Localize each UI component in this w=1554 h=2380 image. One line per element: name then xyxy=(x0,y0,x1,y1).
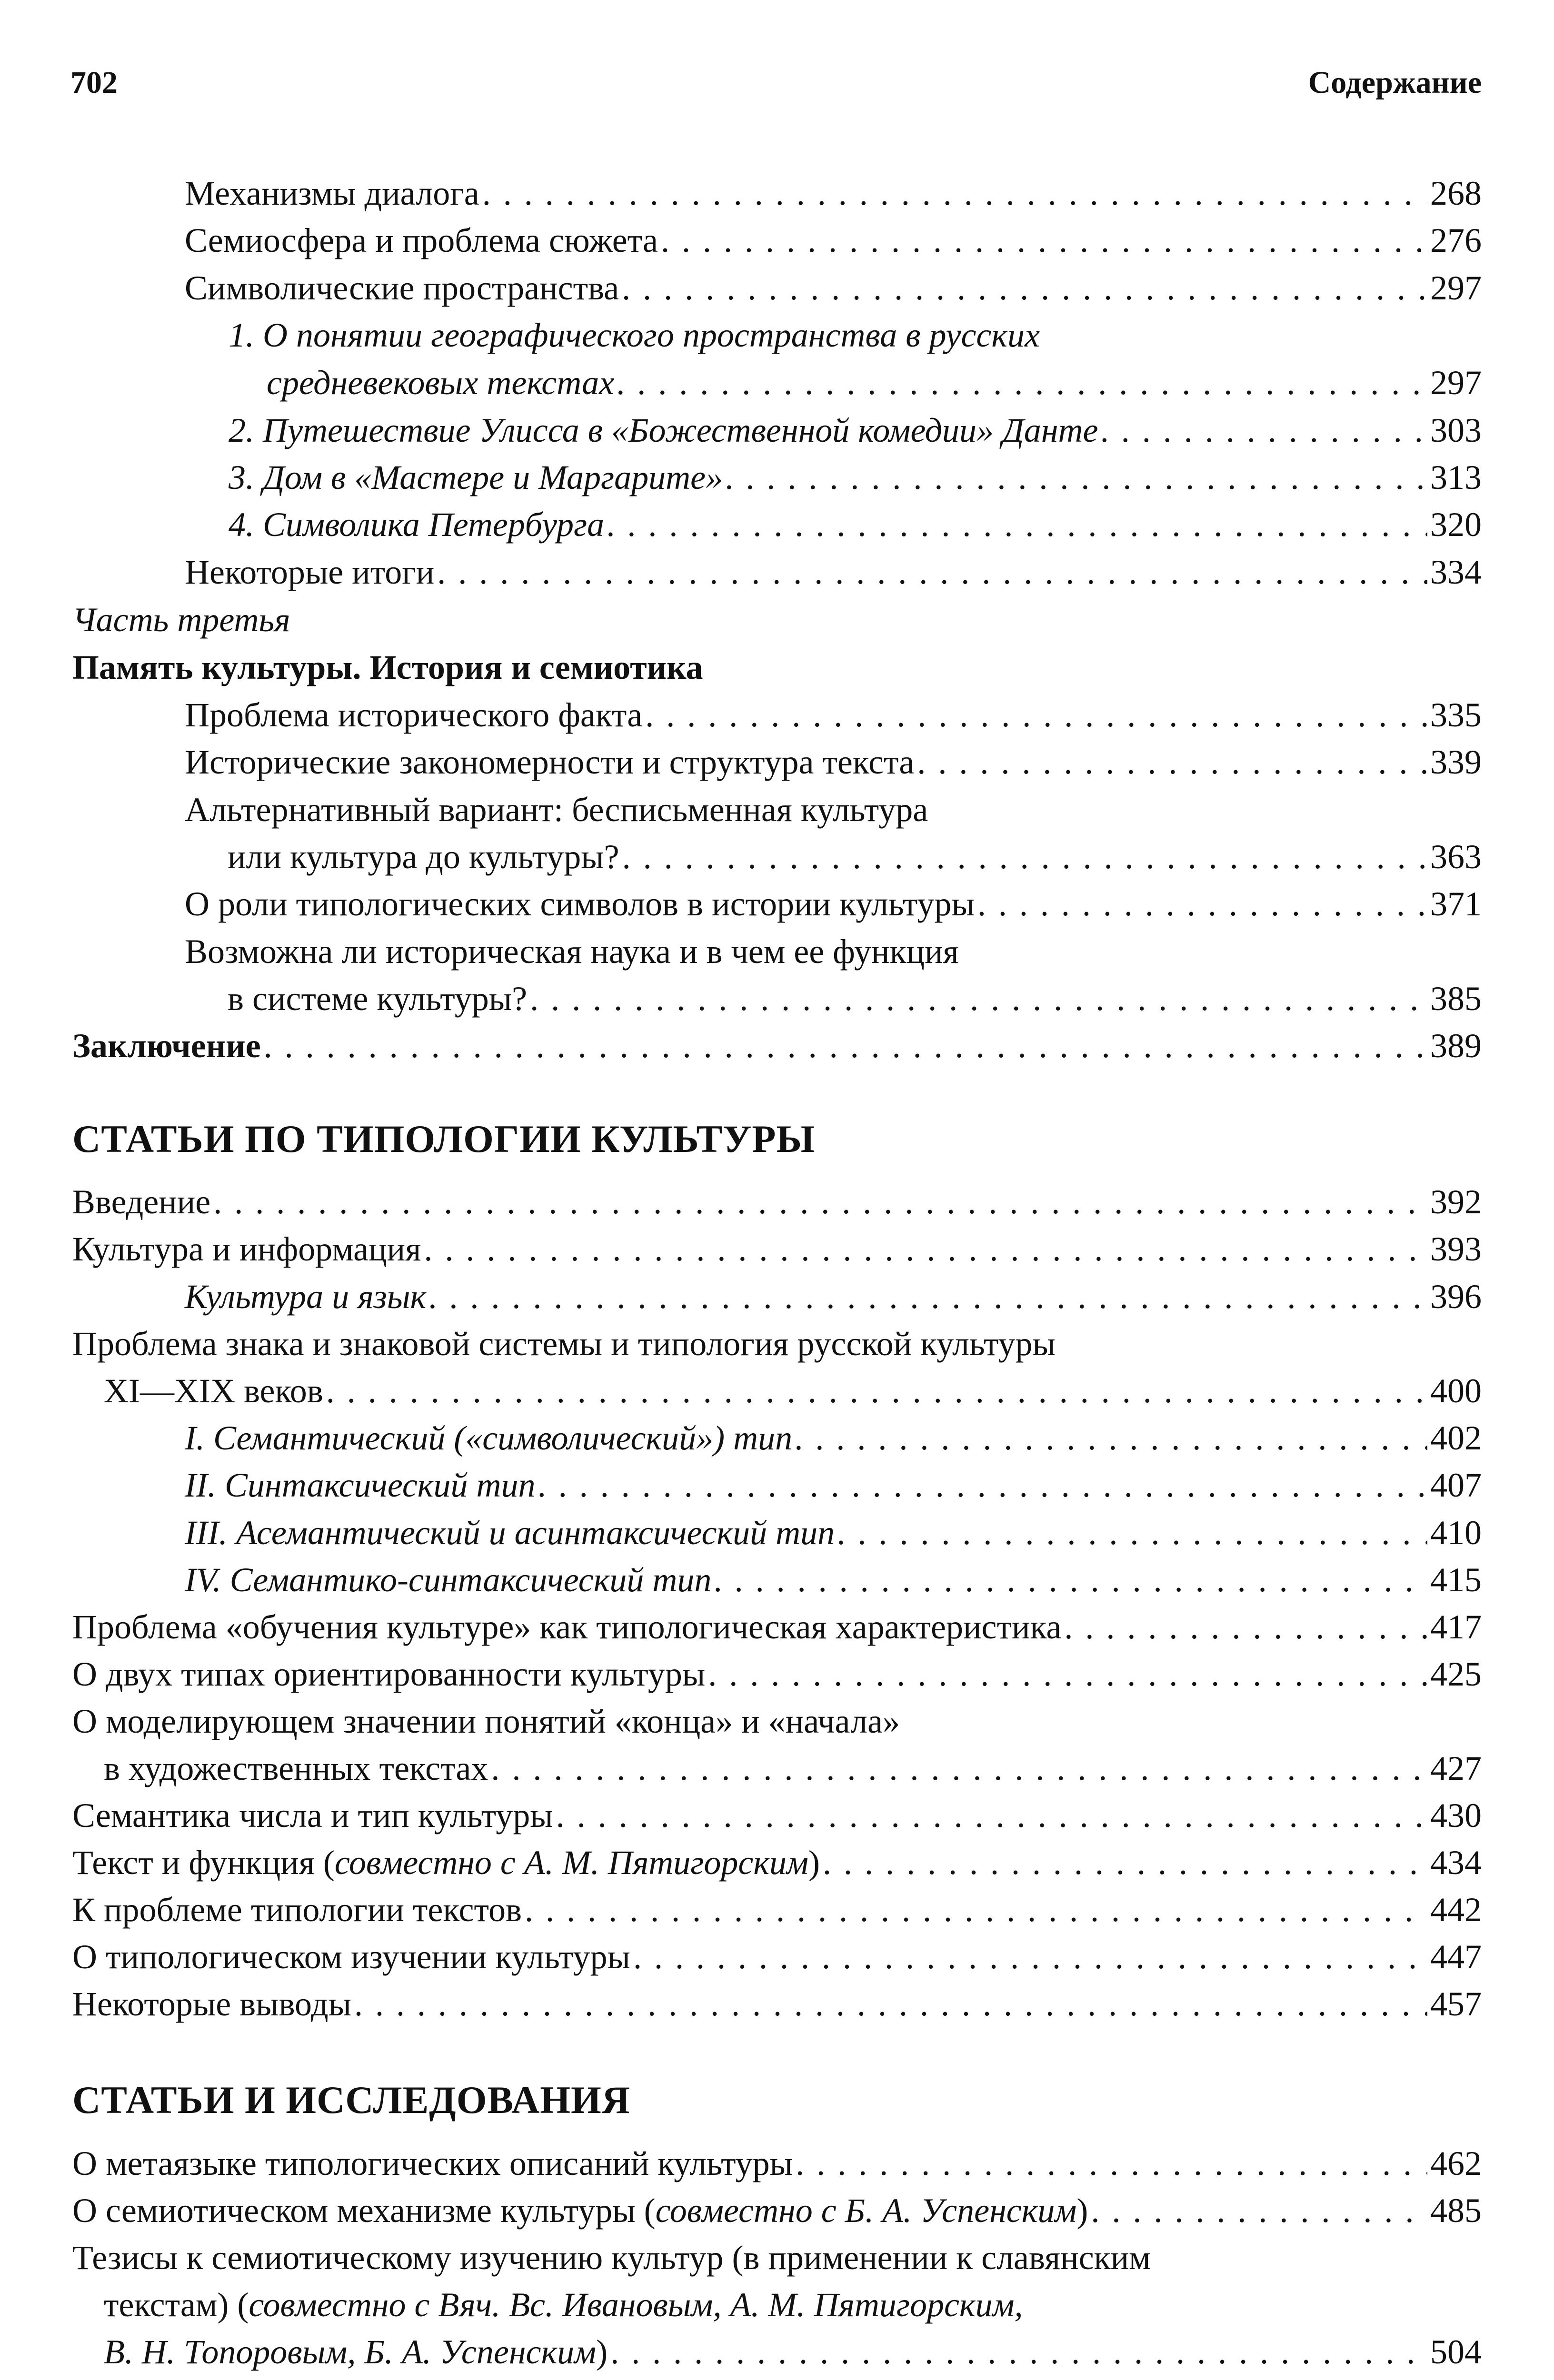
toc-entry-page: 434 xyxy=(1430,1844,1482,1882)
toc-entry-page: 363 xyxy=(1430,838,1482,876)
toc-entry-title-line1[interactable]: Тезисы к семиотическому изучению культур (в применении к славянским xyxy=(72,2239,1151,2277)
toc-entry-title-line2: или культура до культуры? xyxy=(228,838,619,876)
toc-entry[interactable] xyxy=(185,176,1482,210)
toc-entry-title: Проблема исторического факта xyxy=(185,696,643,734)
toc-entry[interactable] xyxy=(72,1232,1482,1266)
toc-entry-coauthor: совместно с А. М. Пятигорским xyxy=(334,1844,808,1882)
leader-dots xyxy=(1101,413,1427,447)
toc-entry-page: 268 xyxy=(1430,174,1482,212)
toc-entry[interactable] xyxy=(72,1893,1482,1927)
toc-entry-title: Культура и язык xyxy=(185,1278,427,1316)
leader-dots xyxy=(213,1185,1427,1219)
leader-dots xyxy=(796,2146,1427,2181)
toc-entry-title: Семиосфера и проблема сюжета xyxy=(185,221,658,259)
toc-entry[interactable] xyxy=(229,507,1482,542)
section-heading: СТАТЬИ И ИССЛЕДОВАНИЯ xyxy=(72,2078,631,2122)
toc-entry[interactable] xyxy=(72,2146,1482,2181)
toc-entry-title-line2: XI—XIX веков xyxy=(104,1372,323,1410)
toc-entry-title: Введение xyxy=(72,1183,211,1221)
leader-dots xyxy=(491,1751,1427,1785)
toc-entry[interactable] xyxy=(228,982,1482,1016)
toc-entry[interactable] xyxy=(185,887,1482,921)
leader-dots xyxy=(645,698,1427,732)
leader-dots xyxy=(610,2335,1427,2369)
toc-entry-page: 402 xyxy=(1430,1419,1482,1457)
toc-entry-page: 427 xyxy=(1430,1749,1482,1787)
toc-entry-title: Механизмы диалога xyxy=(185,174,479,212)
leader-dots xyxy=(1091,2193,1427,2228)
toc-entry[interactable] xyxy=(72,2193,1482,2228)
toc-entry-page: 425 xyxy=(1430,1655,1482,1693)
leader-dots xyxy=(977,887,1427,921)
toc-entry[interactable] xyxy=(72,1798,1482,1833)
toc-entry-page: 393 xyxy=(1430,1230,1482,1268)
toc-entry-title-text: Текст и функция ( xyxy=(72,1844,335,1882)
toc-entry-page: 485 xyxy=(1430,2192,1482,2230)
toc-entry-page: 334 xyxy=(1430,553,1482,591)
leader-dots xyxy=(264,1029,1427,1063)
toc-entry[interactable] xyxy=(72,1185,1482,1219)
toc-entry-title: IV. Семантико-синтаксический тип xyxy=(185,1561,712,1599)
toc-entry-title: О метаязыке типологических описаний культуры xyxy=(72,2144,793,2182)
toc-entry-title-line1[interactable]: Проблема знака и знаковой системы и типология русской культуры xyxy=(72,1325,1056,1363)
toc-entry-page: 442 xyxy=(1430,1891,1482,1929)
toc-entry-page: 320 xyxy=(1430,506,1482,544)
toc-entry-page: 276 xyxy=(1430,221,1482,259)
toc-entry-title: 3. Дом в «Мастере и Маргарите» xyxy=(229,458,723,496)
leader-dots xyxy=(633,1940,1427,1974)
leader-dots xyxy=(437,555,1427,589)
toc-entry-page: 430 xyxy=(1430,1796,1482,1835)
toc-entry[interactable] xyxy=(185,223,1482,258)
toc-entry-title-line2: средневековых текстах xyxy=(267,364,615,402)
toc-entry-page: 371 xyxy=(1430,885,1482,923)
leader-dots xyxy=(795,1421,1427,1455)
leader-dots xyxy=(525,1893,1427,1927)
leader-dots xyxy=(661,223,1427,258)
leader-dots xyxy=(917,745,1427,779)
toc-entry-title: Проблема «обучения культуре» как типологическая характеристика xyxy=(72,1608,1062,1646)
toc-entry[interactable] xyxy=(185,1516,1482,1550)
toc-entry-page: 462 xyxy=(1430,2144,1482,2182)
toc-entry-page: 303 xyxy=(1430,411,1482,449)
toc-entry-coauthor: совместно с Б. А. Успенским xyxy=(655,2192,1077,2230)
toc-entry[interactable] xyxy=(185,1421,1482,1455)
toc-entry-title: О роли типологических символов в истории культуры xyxy=(185,885,975,923)
toc-entry-title: Семантика числа и тип культуры xyxy=(72,1796,553,1835)
toc-entry-conclusion[interactable] xyxy=(72,1029,1482,1063)
toc-entry-title: О двух типах ориентированности культуры xyxy=(72,1655,706,1693)
toc-entry-title: 2. Путешествие Улисса в «Божественной комедии» Данте xyxy=(229,411,1098,449)
toc-entry[interactable] xyxy=(72,1845,1482,1880)
toc-entry-title-line3 xyxy=(104,2335,608,2369)
leader-dots xyxy=(1064,1610,1427,1644)
toc-entry[interactable] xyxy=(229,413,1482,447)
leader-dots xyxy=(622,840,1427,874)
toc-entry[interactable] xyxy=(229,460,1482,495)
leader-dots xyxy=(726,460,1427,495)
toc-entry-title-line2: в системе культуры? xyxy=(228,980,528,1018)
toc-entry-page: 415 xyxy=(1430,1561,1482,1599)
toc-entry-page: 335 xyxy=(1430,696,1482,734)
toc-entry-coauthor: В. Н. Топоровым, Б. А. Успенским xyxy=(104,2333,597,2371)
leader-dots xyxy=(607,507,1427,542)
toc-entry-title: I. Семантический («символический») тип xyxy=(185,1419,793,1457)
toc-entry-title-line1[interactable]: Возможна ли историческая наука и в чем ее функция xyxy=(185,932,959,971)
toc-entry-page: 417 xyxy=(1430,1608,1482,1646)
leader-dots xyxy=(837,1516,1427,1550)
toc-entry-title: III. Асемантический и асинтаксический тип xyxy=(185,1514,835,1552)
toc-entry-paren: ) xyxy=(1076,2192,1088,2230)
leader-dots xyxy=(823,1845,1427,1880)
toc-entry-page: 447 xyxy=(1430,1938,1482,1976)
toc-entry-title: К проблеме типологии текстов xyxy=(72,1891,522,1929)
toc-entry[interactable] xyxy=(104,1374,1482,1408)
leader-dots xyxy=(538,1468,1427,1502)
toc-entry-page: 339 xyxy=(1430,743,1482,781)
toc-entry-coauthor: совместно с Вяч. Вс. Ивановым, А. М. Пятигорским, xyxy=(249,2286,1023,2324)
toc-entry-title-line1[interactable]: 1. О понятии географического пространства в русских xyxy=(229,316,1040,354)
toc-entry-title: О типологическом изучении культуры xyxy=(72,1938,630,1976)
toc-entry-page: 504 xyxy=(1430,2333,1482,2371)
toc-entry-page: 385 xyxy=(1430,980,1482,1018)
toc-entry[interactable] xyxy=(185,1468,1482,1502)
toc-entry[interactable] xyxy=(185,698,1482,732)
running-header: Содержание xyxy=(1308,65,1482,100)
toc-entry[interactable] xyxy=(72,1940,1482,1974)
toc-entry[interactable] xyxy=(185,745,1482,779)
leader-dots xyxy=(556,1798,1427,1833)
toc-entry[interactable] xyxy=(185,555,1482,589)
part-label: Часть третья xyxy=(72,601,290,639)
toc-entry-title-line1[interactable]: О моделирующем значении понятий «конца» и «начала» xyxy=(72,1702,900,1740)
toc-entry[interactable] xyxy=(228,840,1482,874)
part-title[interactable]: Память культуры. История и семиотика xyxy=(72,648,703,686)
toc-entry-page: 396 xyxy=(1430,1278,1482,1316)
leader-dots xyxy=(429,1279,1427,1314)
leader-dots xyxy=(622,271,1427,305)
toc-entry[interactable] xyxy=(185,271,1482,305)
toc-entry-page: 297 xyxy=(1430,269,1482,307)
toc-entry-title xyxy=(72,1845,820,1880)
toc-entry[interactable] xyxy=(72,1987,1482,2021)
leader-dots xyxy=(326,1374,1427,1408)
page-number: 702 xyxy=(70,65,118,100)
toc-entry-paren: ) xyxy=(596,2333,608,2371)
leader-dots xyxy=(617,366,1427,400)
toc-entry[interactable] xyxy=(185,1563,1482,1597)
leader-dots xyxy=(714,1563,1427,1597)
toc-entry-title: Некоторые итоги xyxy=(185,553,435,591)
toc-entry-title-text: текстам) ( xyxy=(104,2286,249,2324)
toc-entry-page: 400 xyxy=(1430,1372,1482,1410)
toc-entry-page: 392 xyxy=(1430,1183,1482,1221)
toc-entry-title: II. Синтаксический тип xyxy=(185,1466,536,1504)
toc-entry[interactable] xyxy=(72,1657,1482,1691)
leader-dots xyxy=(354,1987,1427,2021)
leader-dots xyxy=(424,1232,1427,1266)
toc-entry-page: 389 xyxy=(1430,1027,1482,1065)
toc-entry-title: Заключение xyxy=(72,1027,261,1065)
toc-entry-page: 297 xyxy=(1430,364,1482,402)
section-heading: СТАТЬИ ПО ТИПОЛОГИИ КУЛЬТУРЫ xyxy=(72,1117,815,1160)
toc-entry-title-line2[interactable] xyxy=(104,2288,1023,2322)
leader-dots xyxy=(708,1657,1427,1691)
leader-dots xyxy=(482,176,1427,210)
toc-entry-title: Некоторые выводы xyxy=(72,1985,351,2023)
toc-entry-title-text: О семиотическом механизме культуры ( xyxy=(72,2192,656,2230)
toc-entry[interactable] xyxy=(267,366,1482,400)
toc-entry[interactable] xyxy=(72,1610,1482,1644)
toc-entry-title: Культура и информация xyxy=(72,1230,421,1268)
toc-entry-title: Символические пространства xyxy=(185,269,619,307)
toc-entry-title: 4. Символика Петербурга xyxy=(229,506,605,544)
leader-dots xyxy=(530,982,1427,1016)
toc-entry-title-line1[interactable]: Альтернативный вариант: бесписьменная культура xyxy=(185,791,928,829)
toc-entry[interactable] xyxy=(104,1751,1482,1785)
toc-entry-title xyxy=(72,2193,1088,2228)
toc-entry-page: 410 xyxy=(1430,1514,1482,1552)
toc-entry-title-line2: в художественных текстах xyxy=(104,1749,488,1787)
toc-entry-paren: ) xyxy=(808,1844,820,1882)
toc-entry-title: Исторические закономерности и структура текста xyxy=(185,743,915,781)
toc-entry-page: 457 xyxy=(1430,1985,1482,2023)
toc-entry-page: 313 xyxy=(1430,458,1482,496)
toc-entry[interactable] xyxy=(104,2335,1482,2369)
toc-entry-page: 407 xyxy=(1430,1466,1482,1504)
toc-entry[interactable] xyxy=(185,1279,1482,1314)
